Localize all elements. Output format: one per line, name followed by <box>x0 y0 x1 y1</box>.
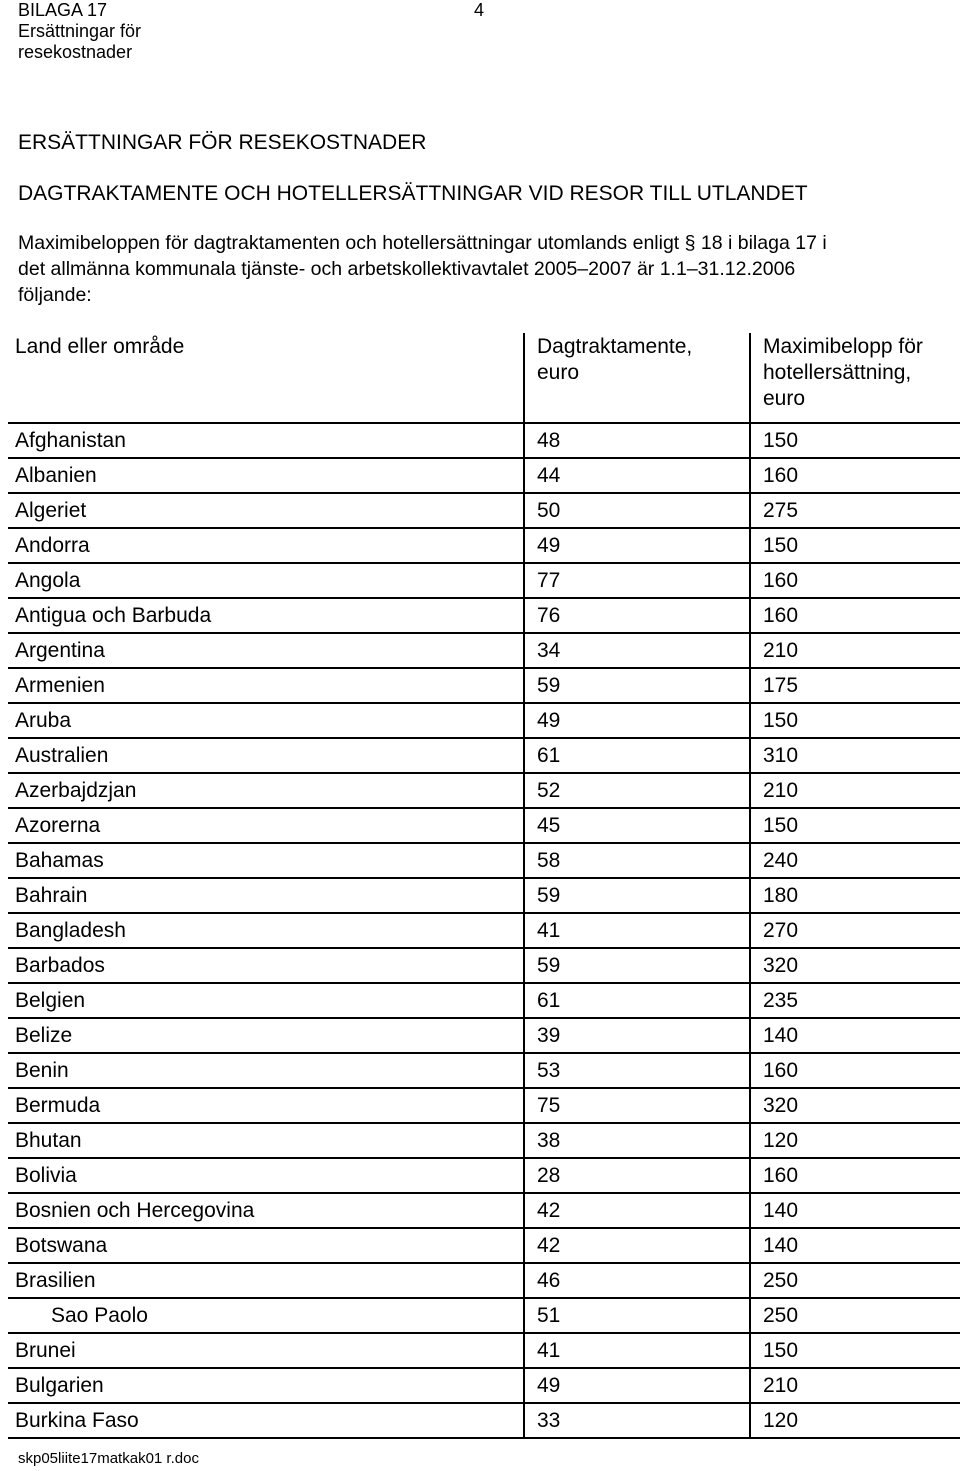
country-name: Afghanistan <box>15 429 126 452</box>
country-name: Bosnien och Hercegovina <box>15 1199 255 1222</box>
table-row <box>8 493 960 528</box>
daily-allowance-cell: 42 <box>524 1193 750 1228</box>
country-name: Bolivia <box>15 1164 77 1187</box>
country-cell <box>8 598 524 633</box>
country-cell <box>8 1333 524 1368</box>
daily-allowance-cell: 53 <box>524 1053 750 1088</box>
table-row <box>8 1298 960 1333</box>
hotel-max-cell: 240 <box>750 843 960 878</box>
hotel-max-cell: 235 <box>750 983 960 1018</box>
country-cell <box>8 458 524 493</box>
country-name: Bahrain <box>15 884 88 907</box>
country-name: Brunei <box>15 1339 76 1362</box>
country-name: Angola <box>15 569 81 592</box>
table-row <box>8 1403 960 1438</box>
header-country-label: Land eller område <box>15 335 185 358</box>
country-cell <box>8 563 524 598</box>
hotel-max-cell: 250 <box>750 1263 960 1298</box>
country-cell <box>8 633 524 668</box>
country-name: Bulgarien <box>15 1374 104 1397</box>
hotel-max-cell: 150 <box>750 528 960 563</box>
daily-allowance-cell: 49 <box>524 528 750 563</box>
country-cell <box>8 1193 524 1228</box>
rates-table <box>8 333 960 1439</box>
table-row <box>8 913 960 948</box>
hotel-max-cell: 270 <box>750 913 960 948</box>
country-cell <box>8 1263 524 1298</box>
daily-allowance-cell: 33 <box>524 1403 750 1438</box>
country-name: Armenien <box>15 674 105 697</box>
country-name: Azerbajdzjan <box>15 779 137 802</box>
daily-allowance-cell: 41 <box>524 913 750 948</box>
header-subject-line2: resekostnader <box>18 42 133 62</box>
hotel-max-cell: 160 <box>750 1053 960 1088</box>
table-row <box>8 1368 960 1403</box>
daily-allowance-cell: 38 <box>524 1123 750 1158</box>
table-header-row <box>8 333 960 423</box>
hotel-max-cell: 160 <box>750 458 960 493</box>
country-cell <box>8 1088 524 1123</box>
header-block <box>18 0 141 63</box>
header-subject-line1: Ersättningar för <box>18 21 142 41</box>
table-row <box>8 703 960 738</box>
hotel-max-cell: 160 <box>750 598 960 633</box>
daily-allowance-cell: 77 <box>524 563 750 598</box>
daily-allowance-cell: 45 <box>524 808 750 843</box>
table-row <box>8 458 960 493</box>
hotel-max-cell: 180 <box>750 878 960 913</box>
daily-allowance-cell: 44 <box>524 458 750 493</box>
hotel-max-cell: 210 <box>750 1368 960 1403</box>
table-row <box>8 983 960 1018</box>
hotel-max-cell: 140 <box>750 1228 960 1263</box>
daily-allowance-cell: 34 <box>524 633 750 668</box>
hotel-max-cell: 120 <box>750 1403 960 1438</box>
page-number: 4 <box>474 0 485 20</box>
daily-allowance-cell: 41 <box>524 1333 750 1368</box>
country-cell <box>8 423 524 458</box>
intro-line-1: Maximibeloppen för dagtraktamenten och hotellersättningar utomlands enligt § 18 i bilaga 17 i <box>18 232 827 254</box>
table-row <box>8 563 960 598</box>
country-name: Aruba <box>15 709 72 732</box>
hotel-max-cell: 160 <box>750 563 960 598</box>
table-row <box>8 878 960 913</box>
country-name: Bahamas <box>15 849 104 872</box>
intro-paragraph <box>18 230 956 308</box>
daily-allowance-cell: 28 <box>524 1158 750 1193</box>
country-name: Australien <box>15 744 109 767</box>
country-cell <box>8 668 524 703</box>
table-row <box>8 773 960 808</box>
daily-allowance-cell: 59 <box>524 948 750 983</box>
header-hotel-max <box>750 333 960 423</box>
country-name: Bermuda <box>15 1094 101 1117</box>
country-name: Algeriet <box>15 499 87 522</box>
hotel-max-cell: 120 <box>750 1123 960 1158</box>
hotel-max-cell: 150 <box>750 423 960 458</box>
table-row <box>8 1158 960 1193</box>
header-hotel-max-line2: hotellersättning, <box>763 361 912 384</box>
table-row <box>8 423 960 458</box>
table-row <box>8 1053 960 1088</box>
hotel-max-cell: 210 <box>750 633 960 668</box>
hotel-max-cell: 320 <box>750 948 960 983</box>
intro-line-3: följande: <box>18 284 92 306</box>
hotel-max-cell: 150 <box>750 808 960 843</box>
table-row <box>8 1193 960 1228</box>
table-row <box>8 1228 960 1263</box>
table-row <box>8 843 960 878</box>
table-row <box>8 528 960 563</box>
table-row <box>8 1123 960 1158</box>
daily-allowance-cell: 50 <box>524 493 750 528</box>
hotel-max-cell: 310 <box>750 738 960 773</box>
table-row <box>8 808 960 843</box>
header-daily-allowance-line2: euro <box>537 361 580 384</box>
table-row <box>8 633 960 668</box>
hotel-max-cell: 140 <box>750 1193 960 1228</box>
hotel-max-cell: 160 <box>750 1158 960 1193</box>
table-row <box>8 1333 960 1368</box>
country-cell <box>8 983 524 1018</box>
daily-allowance-cell: 61 <box>524 983 750 1018</box>
country-cell <box>8 1158 524 1193</box>
country-cell <box>8 493 524 528</box>
country-cell <box>8 1228 524 1263</box>
intro-line-2: det allmänna kommunala tjänste- och arbetskollektivavtalet 2005–2007 är 1.1–31.12.2006 <box>18 258 796 280</box>
daily-allowance-cell: 61 <box>524 738 750 773</box>
document-title: ERSÄTTNINGAR FÖR RESEKOSTNADER <box>18 131 427 154</box>
country-cell <box>8 1403 524 1438</box>
country-name: Azorerna <box>15 814 101 837</box>
daily-allowance-cell: 51 <box>524 1298 750 1333</box>
country-cell <box>8 703 524 738</box>
country-name: Bhutan <box>15 1129 82 1152</box>
table-row <box>8 1088 960 1123</box>
country-cell <box>8 1053 524 1088</box>
table-row <box>8 598 960 633</box>
country-name: Albanien <box>15 464 97 487</box>
daily-allowance-cell: 75 <box>524 1088 750 1123</box>
country-cell <box>8 1368 524 1403</box>
country-name: Argentina <box>15 639 105 662</box>
daily-allowance-cell: 52 <box>524 773 750 808</box>
hotel-max-cell: 275 <box>750 493 960 528</box>
hotel-max-cell: 210 <box>750 773 960 808</box>
country-name: Benin <box>15 1059 69 1082</box>
footer-filename: skp05liite17matkak01 r.doc <box>18 1450 199 1467</box>
country-name: Bangladesh <box>15 919 126 942</box>
header-daily-allowance-line1: Dagtraktamente, <box>537 335 693 358</box>
daily-allowance-cell: 39 <box>524 1018 750 1053</box>
hotel-max-cell: 140 <box>750 1018 960 1053</box>
daily-allowance-cell: 76 <box>524 598 750 633</box>
daily-allowance-cell: 59 <box>524 878 750 913</box>
daily-allowance-cell: 59 <box>524 668 750 703</box>
table-row <box>8 1263 960 1298</box>
header-country <box>8 333 524 423</box>
table-row <box>8 1018 960 1053</box>
hotel-max-cell: 320 <box>750 1088 960 1123</box>
hotel-max-cell: 150 <box>750 703 960 738</box>
country-cell <box>8 528 524 563</box>
country-name: Brasilien <box>15 1269 96 1292</box>
country-cell <box>8 773 524 808</box>
document-subtitle: DAGTRAKTAMENTE OCH HOTELLERSÄTTNINGAR VID RESOR TILL UTLANDET <box>18 182 808 205</box>
country-cell <box>8 1123 524 1158</box>
country-cell <box>8 913 524 948</box>
daily-allowance-cell: 49 <box>524 703 750 738</box>
daily-allowance-cell: 58 <box>524 843 750 878</box>
country-name: Barbados <box>15 954 105 977</box>
country-name: Botswana <box>15 1234 108 1257</box>
country-cell <box>8 843 524 878</box>
header-hotel-max-line3: euro <box>763 387 806 410</box>
country-name: Antigua och Barbuda <box>15 604 212 627</box>
country-cell <box>8 948 524 983</box>
table-row <box>8 668 960 703</box>
country-name: Belize <box>15 1024 73 1047</box>
table-row <box>8 948 960 983</box>
country-name: Andorra <box>15 534 90 557</box>
country-cell <box>8 808 524 843</box>
country-cell <box>8 1018 524 1053</box>
header-annex-label: BILAGA 17 <box>18 0 108 20</box>
header-daily-allowance <box>524 333 750 423</box>
hotel-max-cell: 175 <box>750 668 960 703</box>
hotel-max-cell: 250 <box>750 1298 960 1333</box>
country-name: Sao Paolo <box>51 1304 148 1327</box>
country-cell <box>8 878 524 913</box>
country-cell <box>8 738 524 773</box>
daily-allowance-cell: 48 <box>524 423 750 458</box>
daily-allowance-cell: 42 <box>524 1228 750 1263</box>
daily-allowance-cell: 46 <box>524 1263 750 1298</box>
country-name: Belgien <box>15 989 86 1012</box>
hotel-max-cell: 150 <box>750 1333 960 1368</box>
table-row <box>8 738 960 773</box>
daily-allowance-cell: 49 <box>524 1368 750 1403</box>
country-cell <box>8 1298 524 1333</box>
country-name: Burkina Faso <box>15 1409 139 1432</box>
header-hotel-max-line1: Maximibelopp för <box>763 335 923 358</box>
